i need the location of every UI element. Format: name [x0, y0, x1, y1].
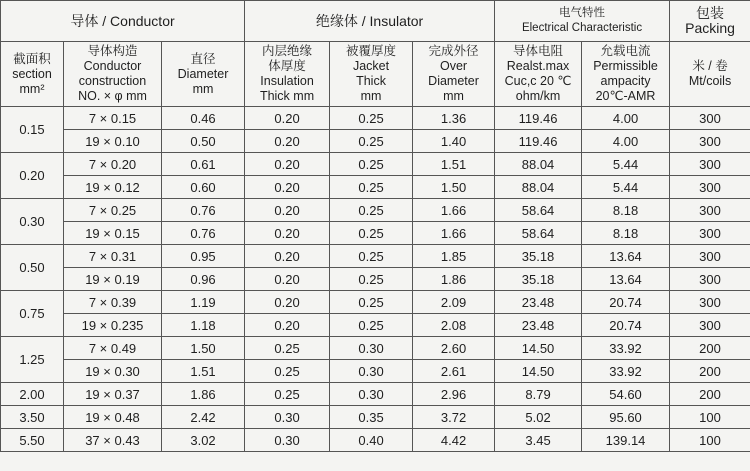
- jacket-cell: 0.30: [330, 337, 413, 360]
- over-diameter-cell: 1.85: [413, 245, 495, 268]
- insulation-cell: 0.25: [245, 383, 330, 406]
- table-row: [1, 245, 750, 268]
- over-diameter-cell: 1.40: [413, 130, 495, 153]
- construction-cell: 19 × 0.10: [64, 130, 162, 153]
- jacket-column-header: [330, 42, 413, 107]
- resistance-cell: 14.50: [495, 360, 582, 383]
- section-cell: 5.50: [1, 429, 64, 452]
- column-header-line: 截面积: [13, 51, 51, 66]
- over-diameter-cell: 1.51: [413, 153, 495, 176]
- jacket-cell: 0.25: [330, 199, 413, 222]
- jacket-cell: 0.25: [330, 176, 413, 199]
- jacket-cell: 0.25: [330, 314, 413, 337]
- table-row: [1, 176, 750, 199]
- column-header-line: ampacity: [600, 74, 651, 88]
- over-diameter-cell: 1.50: [413, 176, 495, 199]
- over-diameter-cell: 1.66: [413, 199, 495, 222]
- ampacity-cell: 4.00: [582, 130, 670, 153]
- table-row: [1, 314, 750, 337]
- column-header-line: ohm/km: [515, 89, 561, 103]
- column-header-line: 被覆厚度: [346, 44, 397, 58]
- table-row: [1, 337, 750, 360]
- column-header-line: 内层绝缘: [262, 44, 313, 58]
- over-diameter-cell: 3.72: [413, 406, 495, 429]
- resistance-cell: 8.79: [495, 383, 582, 406]
- table-row: [1, 406, 750, 429]
- ampacity-cell: 8.18: [582, 222, 670, 245]
- diameter-cell: 0.96: [162, 268, 245, 291]
- ampacity-cell: 4.00: [582, 107, 670, 130]
- column-header-line: Cuc,c 20 ℃: [504, 74, 572, 88]
- jacket-cell: 0.25: [330, 245, 413, 268]
- spec-table-body: [1, 107, 750, 452]
- diameter-cell: 1.50: [162, 337, 245, 360]
- diameter-cell: 0.76: [162, 199, 245, 222]
- column-header-line: 允载电流: [600, 44, 651, 58]
- column-header-line: Over: [439, 59, 468, 73]
- column-header-line: Conductor: [83, 59, 142, 73]
- ampacity-cell: 95.60: [582, 406, 670, 429]
- ampacity-cell: 13.64: [582, 245, 670, 268]
- table-row: [1, 222, 750, 245]
- resistance-cell: 23.48: [495, 314, 582, 337]
- column-header-line: Thick: [356, 74, 386, 88]
- over-diameter-cell: 1.66: [413, 222, 495, 245]
- column-header-line: mm: [192, 81, 214, 96]
- column-header-line: mm: [443, 89, 464, 103]
- column-header-line: Insulation: [260, 74, 314, 88]
- electrical-group-header: [495, 1, 670, 42]
- section-cell: 2.00: [1, 383, 64, 406]
- resistance-cell: 14.50: [495, 337, 582, 360]
- jacket-cell: 0.30: [330, 360, 413, 383]
- packing-cell: 200: [670, 360, 750, 383]
- construction-cell: 7 × 0.39: [64, 291, 162, 314]
- jacket-cell: 0.25: [330, 222, 413, 245]
- insulation-cell: 0.25: [245, 360, 330, 383]
- construction-cell: 19 × 0.48: [64, 406, 162, 429]
- column-header-line: Diameter: [177, 66, 229, 81]
- insulation-cell: 0.20: [245, 291, 330, 314]
- packing-cell: 300: [670, 153, 750, 176]
- resistance-cell: 119.46: [495, 130, 582, 153]
- column-header-line: Permissible: [593, 59, 658, 73]
- insulation-cell: 0.25: [245, 337, 330, 360]
- diameter-cell: 0.95: [162, 245, 245, 268]
- insulation-column-header: [245, 42, 330, 107]
- insulation-cell: 0.20: [245, 130, 330, 153]
- diameter-cell: 0.60: [162, 176, 245, 199]
- packing-header-cn: 包装: [696, 5, 725, 21]
- electrical-header-en: Electrical Characteristic: [521, 22, 643, 34]
- electrical-header-cn: 电气特性: [559, 7, 606, 19]
- column-header-line: 米 / 卷: [692, 59, 728, 73]
- resistance-cell: 58.64: [495, 222, 582, 245]
- packing-cell: 300: [670, 268, 750, 291]
- packing-cell: 200: [670, 337, 750, 360]
- ampacity-cell: 139.14: [582, 429, 670, 452]
- over-diameter-cell: 2.09: [413, 291, 495, 314]
- over-diameter-cell: 2.08: [413, 314, 495, 337]
- diameter-cell: 0.50: [162, 130, 245, 153]
- ampacity-cell: 33.92: [582, 360, 670, 383]
- column-header-line: Diameter: [428, 74, 479, 88]
- resistance-cell: 35.18: [495, 268, 582, 291]
- diameter-cell: 2.42: [162, 406, 245, 429]
- section-cell: 0.50: [1, 245, 64, 291]
- table-row: [1, 199, 750, 222]
- jacket-cell: 0.25: [330, 153, 413, 176]
- packing-cell: 300: [670, 222, 750, 245]
- section-cell: 1.25: [1, 337, 64, 383]
- insulation-cell: 0.20: [245, 245, 330, 268]
- packing-cell: 300: [670, 176, 750, 199]
- section-cell: 0.15: [1, 107, 64, 153]
- table-row: [1, 153, 750, 176]
- construction-cell: 19 × 0.15: [64, 222, 162, 245]
- section-cell: 0.30: [1, 199, 64, 245]
- packing-cell: 300: [670, 107, 750, 130]
- diameter-cell: 0.46: [162, 107, 245, 130]
- packing-cell: 100: [670, 406, 750, 429]
- packing-cell: 300: [670, 245, 750, 268]
- column-header-line: 导体构造: [87, 44, 138, 58]
- ampacity-cell: 20.74: [582, 314, 670, 337]
- diameter-cell: 3.02: [162, 429, 245, 452]
- resistance-cell: 88.04: [495, 153, 582, 176]
- jacket-cell: 0.25: [330, 130, 413, 153]
- resistance-cell: 58.64: [495, 199, 582, 222]
- resistance-cell: 23.48: [495, 291, 582, 314]
- construction-cell: 37 × 0.43: [64, 429, 162, 452]
- packing-cell: 300: [670, 130, 750, 153]
- over-diameter-cell: 2.96: [413, 383, 495, 406]
- column-header-line: 完成外径: [428, 44, 479, 58]
- construction-cell: 19 × 0.19: [64, 268, 162, 291]
- section-cell: 0.20: [1, 153, 64, 199]
- packing-column-header: [670, 42, 750, 107]
- diameter-cell: 0.76: [162, 222, 245, 245]
- insulation-cell: 0.20: [245, 107, 330, 130]
- ampacity-cell: 33.92: [582, 337, 670, 360]
- ampacity-cell: 5.44: [582, 153, 670, 176]
- column-header-line: mm²: [19, 81, 45, 96]
- ampacity-cell: 5.44: [582, 176, 670, 199]
- construction-cell: 19 × 0.12: [64, 176, 162, 199]
- packing-cell: 300: [670, 291, 750, 314]
- insulation-cell: 0.20: [245, 222, 330, 245]
- section-cell: 3.50: [1, 406, 64, 429]
- table-row: [1, 107, 750, 130]
- diameter-cell: 1.19: [162, 291, 245, 314]
- packing-cell: 100: [670, 429, 750, 452]
- insulator-group-header: 绝缘体 / Insulator: [245, 1, 495, 42]
- over-diameter-cell: 2.61: [413, 360, 495, 383]
- column-header-line: mm: [360, 89, 382, 103]
- column-header-line: Mt/coils: [688, 74, 732, 88]
- resistance-cell: 35.18: [495, 245, 582, 268]
- diameter-cell: 1.86: [162, 383, 245, 406]
- jacket-cell: 0.30: [330, 383, 413, 406]
- section-column-header: [1, 42, 64, 107]
- ampacity-column-header: [582, 42, 670, 107]
- resistance-cell: 5.02: [495, 406, 582, 429]
- diameter-cell: 1.18: [162, 314, 245, 337]
- insulation-cell: 0.20: [245, 176, 330, 199]
- column-header-line: 体厚度: [268, 59, 306, 73]
- over-diameter-cell: 1.36: [413, 107, 495, 130]
- column-header-line: 导体电阻: [513, 44, 564, 58]
- jacket-cell: 0.25: [330, 107, 413, 130]
- over-diameter-column-header: [413, 42, 495, 107]
- jacket-cell: 0.40: [330, 429, 413, 452]
- ampacity-cell: 20.74: [582, 291, 670, 314]
- construction-cell: 7 × 0.31: [64, 245, 162, 268]
- insulation-cell: 0.30: [245, 429, 330, 452]
- construction-column-header: [64, 42, 162, 107]
- table-row: [1, 360, 750, 383]
- construction-cell: 19 × 0.37: [64, 383, 162, 406]
- packing-cell: 300: [670, 199, 750, 222]
- diameter-cell: 0.61: [162, 153, 245, 176]
- insulation-cell: 0.20: [245, 199, 330, 222]
- construction-cell: 19 × 0.235: [64, 314, 162, 337]
- construction-cell: 7 × 0.20: [64, 153, 162, 176]
- over-diameter-cell: 2.60: [413, 337, 495, 360]
- table-row: [1, 268, 750, 291]
- packing-header-en: Packing: [685, 20, 735, 36]
- diameter-column-header: [162, 42, 245, 107]
- construction-cell: 7 × 0.25: [64, 199, 162, 222]
- table-row: [1, 429, 750, 452]
- column-header-line: Thick mm: [259, 89, 315, 103]
- insulation-cell: 0.20: [245, 314, 330, 337]
- insulation-cell: 0.20: [245, 268, 330, 291]
- section-cell: 0.75: [1, 291, 64, 337]
- ampacity-cell: 54.60: [582, 383, 670, 406]
- resistance-cell: 3.45: [495, 429, 582, 452]
- column-header-line: construction: [78, 74, 147, 88]
- packing-group-header: [670, 1, 750, 42]
- column-header-line: Realst.max: [506, 59, 570, 73]
- over-diameter-cell: 1.86: [413, 268, 495, 291]
- packing-cell: 300: [670, 314, 750, 337]
- table-row: [1, 383, 750, 406]
- construction-cell: 7 × 0.15: [64, 107, 162, 130]
- insulation-cell: 0.30: [245, 406, 330, 429]
- conductor-group-header: 导体 / Conductor: [1, 1, 245, 42]
- jacket-cell: 0.35: [330, 406, 413, 429]
- packing-cell: 200: [670, 383, 750, 406]
- column-header-line: NO. × φ mm: [78, 89, 147, 103]
- column-header-line: Jacket: [352, 59, 390, 73]
- resistance-cell: 119.46: [495, 107, 582, 130]
- resistance-cell: 88.04: [495, 176, 582, 199]
- column-header-line: 20℃-AMR: [595, 89, 656, 103]
- insulation-cell: 0.20: [245, 153, 330, 176]
- resistance-column-header: [495, 42, 582, 107]
- column-header-line: section: [12, 66, 52, 81]
- ampacity-cell: 8.18: [582, 199, 670, 222]
- ampacity-cell: 13.64: [582, 268, 670, 291]
- construction-cell: 7 × 0.49: [64, 337, 162, 360]
- jacket-cell: 0.25: [330, 291, 413, 314]
- construction-cell: 19 × 0.30: [64, 360, 162, 383]
- table-row: [1, 291, 750, 314]
- over-diameter-cell: 4.42: [413, 429, 495, 452]
- column-header-line: 直径: [190, 51, 216, 66]
- jacket-cell: 0.25: [330, 268, 413, 291]
- table-row: [1, 130, 750, 153]
- diameter-cell: 1.51: [162, 360, 245, 383]
